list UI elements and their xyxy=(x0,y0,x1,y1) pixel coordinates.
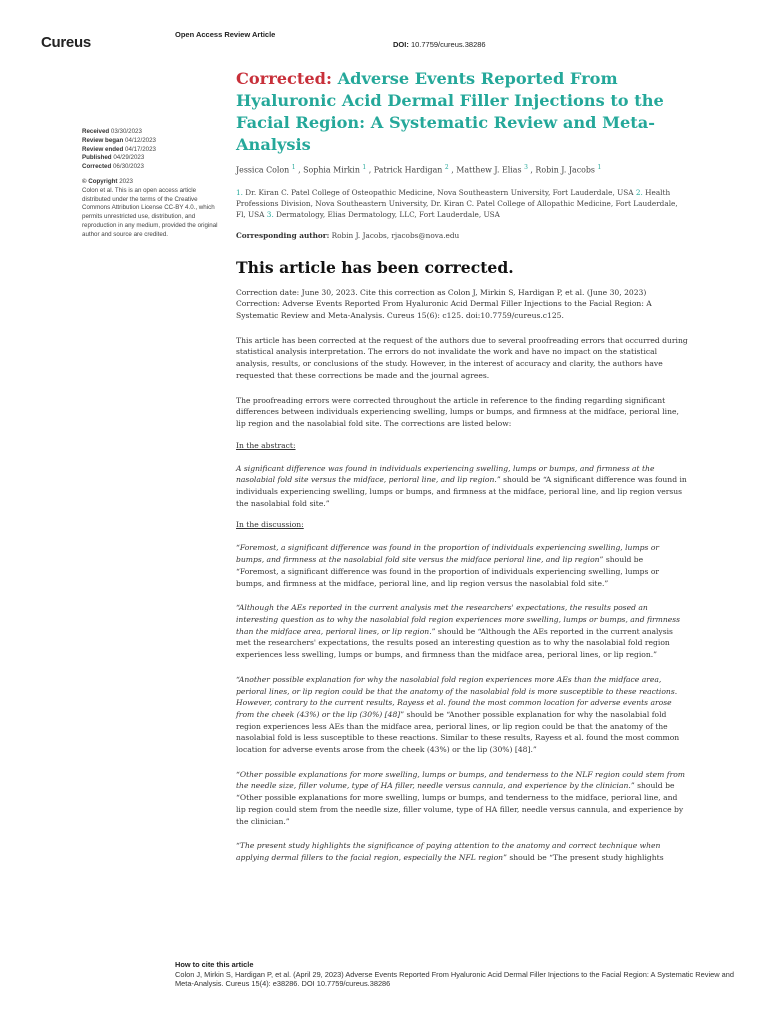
article-title xyxy=(236,68,688,156)
discussion-correction-2 xyxy=(236,602,688,661)
corresponding-author xyxy=(236,231,688,240)
title-text: Adverse Events Reported From Hyaluronic Acid Dermal Filler Injections to the Facial Region: A Systematic Review and Meta-Analysis xyxy=(236,69,664,154)
discussion-correction-1 xyxy=(236,542,688,589)
cite-text: Colon J, Mirkin S, Hardigan P, et al. (April 29, 2023) Adverse Events Reported From Hyaluronic Acid Dermal Filler Injections to the Facial Region: A Systematic Review and Meta-Analysis. Cureus 15(4): e38286. DOI 10.7759/cureus.38286 xyxy=(175,969,734,989)
article-type: Open Access Review Article xyxy=(175,30,276,39)
affiliation-text: Health Professions Division, Nova Southeastern University, Dr. Kiran C. Patel College of Allopathic Medicine, Fort Lauderdale, Fl, USA xyxy=(236,187,678,219)
author[interactable]: Matthew J. Elias xyxy=(456,165,522,175)
doi-value[interactable]: 10.7759/cureus.38286 xyxy=(410,40,486,49)
discussion-subheading: In the discussion: xyxy=(236,520,304,530)
corrected-date: 06/30/2023 xyxy=(112,163,144,171)
published-row xyxy=(82,154,222,163)
received-label: Received xyxy=(82,128,110,135)
author[interactable]: Robin J. Jacobs xyxy=(535,165,595,175)
abstract-correction xyxy=(236,463,688,510)
author-affiliation-ref[interactable]: 1 xyxy=(597,164,602,171)
original-text: “Another possible explanation for why the nasolabial fold region experiences more AEs than the midface area, perioral lines, or lip region could be that the anatomy of the nasolabial fold is more susceptible to these reactions. However, contrary to the current results, Rayess et al. found the most common location for adverse events arose from the cheek (43%) or the lip (30%) [48] xyxy=(236,674,678,719)
affiliation-number: 2. xyxy=(635,187,643,197)
cureus-logo[interactable]: Cureus xyxy=(41,34,91,51)
corrected-text: ” should be “Foremost, a significant difference was found in the proportion of individuals experiencing swelling, lumps or bumps, and firmness at the midface, perioral line, and lip region versus the nasolabial fold site.” xyxy=(236,555,660,588)
author-affiliation-ref[interactable]: 2 xyxy=(444,164,449,171)
corrected-row xyxy=(82,163,222,172)
corrected-text: ” should be “Another possible explanation for why the nasolabial fold region experiences less AEs than the midface area, perioral lines, or lip region could be that the anatomy of the nasolabial fold is less susceptible to these reactions. Similar to these results, Rayess et al. found the most common location for adverse events arose from the cheek (43%) or the lip (30%) [48].” xyxy=(236,709,680,755)
copyright-row xyxy=(82,178,222,187)
corrected-text: ” should be “Other possible explanations for more swelling, lumps or bumps, and tenderness to the midface, perioral line, and lip region could stem from the needle size, filler volume, type of HA filler, needle versus cannula, and experience by the clinician.” xyxy=(236,781,684,826)
affiliations xyxy=(236,187,688,220)
discussion-correction-5 xyxy=(236,840,688,863)
abstract-subheading: In the abstract: xyxy=(236,440,296,450)
author-affiliation-ref[interactable]: 1 xyxy=(291,164,296,171)
copyright-year: 2023 xyxy=(119,177,133,185)
original-text: “Although the AEs reported in the current analysis met the researchers' expectations, the results posed an interesting question as to why the nasolabial fold region experiences more swelling, lumps or bumps, and firmness than the midface area, perioral lines, or lip region. xyxy=(236,603,681,636)
corrections-intro-paragraph: The proofreading errors were corrected throughout the article in reference to the finding regarding significant differences between individuals experiencing swelling, lumps or bumps, and firmness at the midface, perioral line, lip region and the nasolabial fold site. The corrections are listed below: xyxy=(236,395,679,428)
author-separator: , xyxy=(366,165,374,175)
publication-history xyxy=(82,128,222,240)
review-began-date: 04/12/2023 xyxy=(125,136,156,144)
corrected-label: Corrected xyxy=(82,163,112,171)
original-text: “Other possible explanations for more swelling, lumps or bumps, and tenderness to the NLF region could stem from the needle size, filler volume, type of HA filler, needle versus cannula, and experience by the clinician. xyxy=(236,769,685,791)
copyright-label: © Copyright xyxy=(82,177,118,185)
original-text: A significant difference was found in individuals experiencing swelling, lumps or bumps, and firmness at the nasolabial fold site versus the midface, perioral line, and lip region. xyxy=(236,463,655,485)
author-separator: , xyxy=(295,165,304,175)
author-affiliation-ref[interactable]: 3 xyxy=(524,164,528,171)
corrected-text: ” should be “Although the AEs reported in the current analysis met the researchers' expectations, the results posed an interesting question as to why the nasolabial fold region experiences less swelling, lumps or bumps, and firmness than the midface area, perioral lines, or lip region.” xyxy=(236,626,673,660)
received-row xyxy=(82,128,222,137)
corrected-text: ” should be “The present study highlights xyxy=(503,852,664,862)
author[interactable]: Sophia Mirkin xyxy=(303,165,360,175)
author-separator: , xyxy=(527,165,536,175)
published-date: 04/29/2023 xyxy=(113,154,145,162)
author[interactable]: Patrick Hardigan xyxy=(373,165,443,175)
discussion-correction-3 xyxy=(236,674,688,756)
license-text: Colon et al. This is an open access article distributed under the terms of the Creative Commons Attribution License CC-BY 4.0., which permits unrestricted use, distribution, and reproduction in any medium, provided the original author and source are credited. xyxy=(82,186,218,238)
doi-label: DOI: xyxy=(393,40,409,49)
affiliation-text: Dermatology, Elias Dermatology, LLC, Fort Lauderdale, USA xyxy=(276,209,500,219)
review-began-row xyxy=(82,137,222,146)
article-main xyxy=(236,68,688,864)
corrected-prefix: Corrected: xyxy=(236,69,332,88)
corresponding-contact[interactable]: Robin J. Jacobs, rjacobs@nova.edu xyxy=(331,230,460,240)
corrected-text: ” should be “A significant difference was found in individuals experiencing swelling, lumps or bumps, and firmness at the midface, perioral line, and lip region versus the nasolabial fold site.” xyxy=(236,475,687,508)
affiliation-number: 3. xyxy=(266,209,274,219)
how-to-cite xyxy=(175,960,745,989)
review-ended-date: 04/17/2023 xyxy=(125,145,156,153)
author-list xyxy=(236,164,688,175)
review-ended-label: Review ended xyxy=(82,145,124,153)
original-text: “Foremost, a significant difference was found in the proportion of individuals experiencing swelling, lumps or bumps, and firmness at the nasolabial fold site versus the midface perioral line, and lip region xyxy=(236,543,660,565)
review-began-label: Review began xyxy=(82,136,124,144)
author-affiliation-ref[interactable]: 1 xyxy=(362,164,367,171)
cite-heading: How to cite this article xyxy=(175,960,254,969)
doi-header xyxy=(393,40,486,49)
original-text: “The present study highlights the significance of paying attention to the anatomy and correct technique when applying dermal fillers to the facial region, especially the NFL region xyxy=(236,841,661,862)
correction-date-paragraph: Correction date: June 30, 2023. Cite this correction as Colon J, Mirkin S, Hardigan P, et al. (June 30, 2023) Correction: Adverse Events Reported From Hyaluronic Acid Dermal Filler Injections to the Facial Region: A Systematic Review and Meta-Analysis. Cureus 15(6): c125. doi:10.7759/cureus.c125. xyxy=(236,287,652,321)
published-label: Published xyxy=(82,154,112,162)
corresponding-label: Corresponding author: xyxy=(236,230,330,240)
correction-heading: This article has been corrected. xyxy=(236,257,514,277)
received-date: 03/30/2023 xyxy=(110,128,142,135)
author[interactable]: Jessica Colon xyxy=(236,165,290,175)
review-ended-row xyxy=(82,146,222,155)
discussion-correction-4 xyxy=(236,769,688,828)
correction-reason-paragraph: This article has been corrected at the request of the authors due to several proofreading errors that occurred during statistical analysis interpretation. The errors do not invalidate the work and have no impact on the statistical analysis, results, or conclusions of the study. However, in the interest of accuracy and clarity, the authors have requested that these corrections be made and the journal agrees. xyxy=(236,335,688,380)
affiliation-text: Dr. Kiran C. Patel College of Osteopathic Medicine, Nova Southeastern University, Fort Lauderdale, USA xyxy=(245,187,634,197)
affiliation-number: 1. xyxy=(236,187,243,197)
author-separator: , xyxy=(448,165,457,175)
